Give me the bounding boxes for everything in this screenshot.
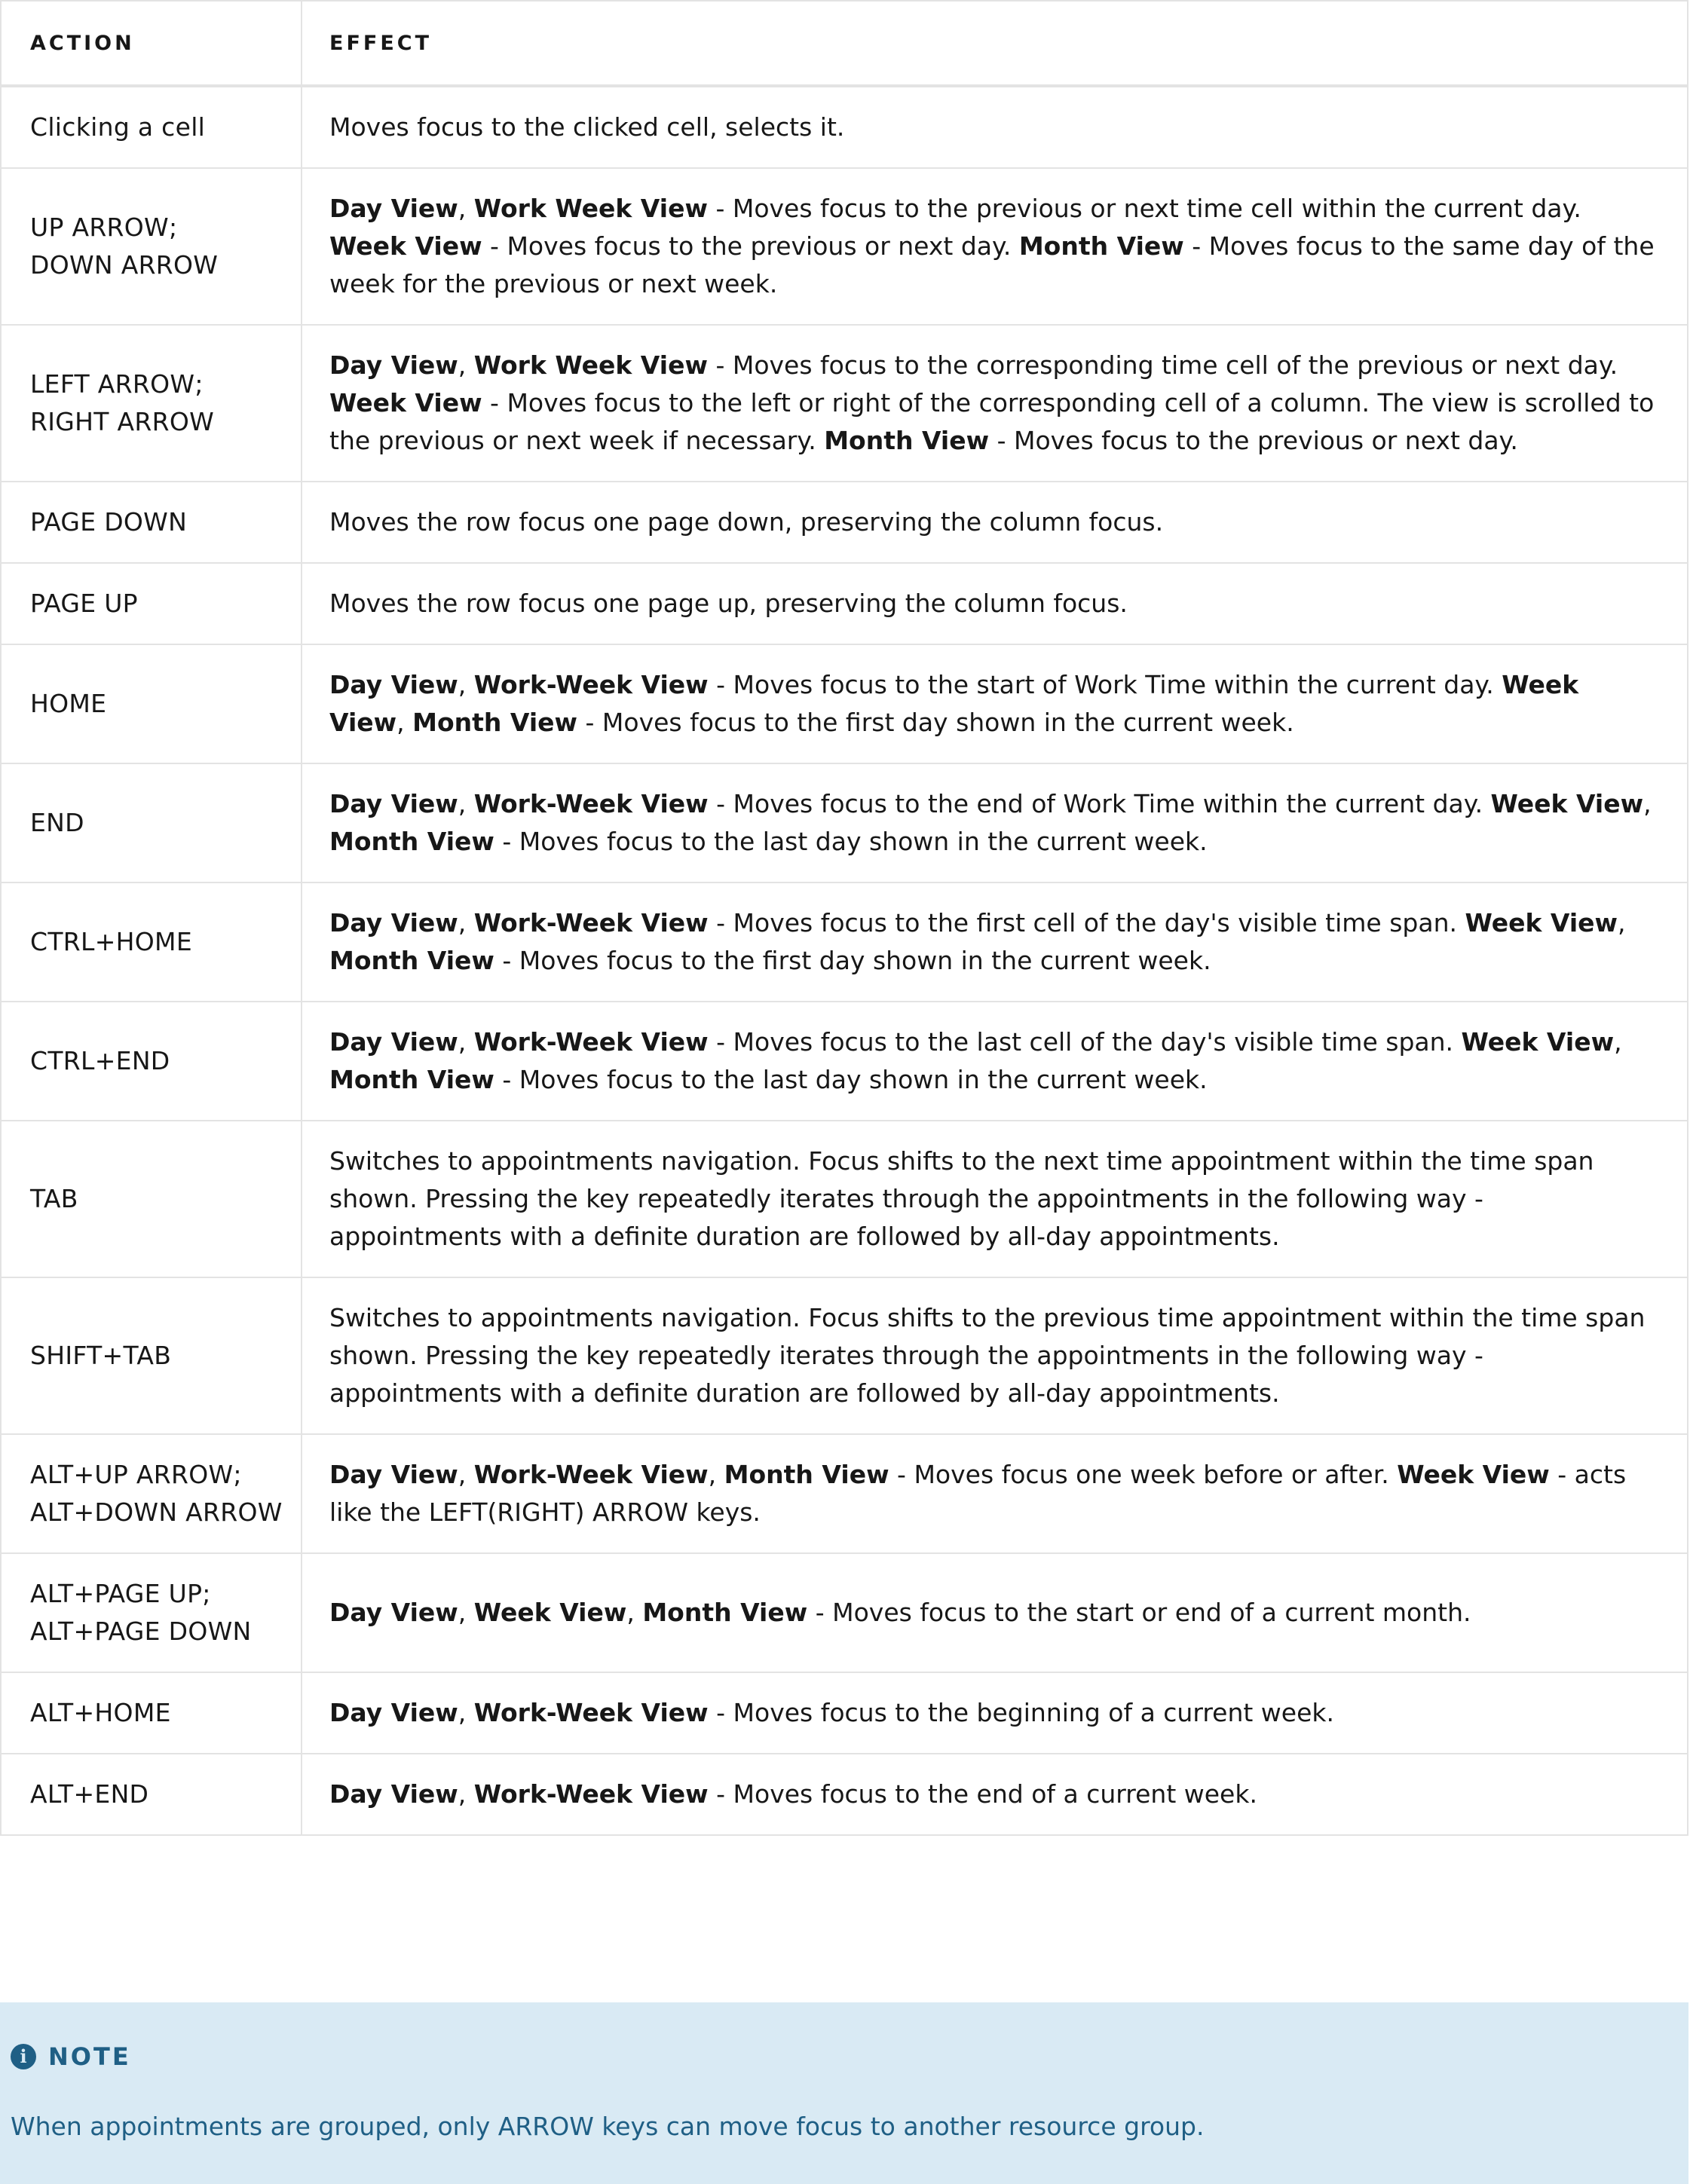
effect-cell (302, 1277, 1687, 1434)
effect-text: , (458, 1779, 474, 1809)
effect-text: - acts like the LEFT(RIGHT) ARROW keys. (329, 1460, 1627, 1527)
action-key-label: HOME (30, 689, 107, 718)
note-heading (11, 2042, 131, 2071)
table-body (2, 86, 1687, 1835)
view-name: Work Week View (473, 350, 708, 380)
view-name: Work-Week View (473, 908, 709, 938)
action-cell (2, 763, 302, 882)
view-name: Month View (824, 426, 990, 455)
action-key-label: ALT+PAGE UP; (30, 1579, 211, 1608)
action-key-label: PAGE DOWN (30, 507, 188, 537)
view-name: Day View (329, 350, 458, 380)
effect-cell (302, 1553, 1687, 1672)
action-column-header: ACTION (2, 2, 302, 86)
view-name: Week View (1465, 908, 1618, 938)
table-row (2, 1754, 1687, 1835)
action-key-label: Clicking a cell (30, 112, 206, 142)
action-key-label: ALT+DOWN ARROW (30, 1497, 283, 1527)
effect-text: - Moves focus to the first day shown in the current week. (494, 946, 1211, 975)
view-name: Day View (329, 1027, 458, 1057)
view-name: Work-Week View (473, 1698, 709, 1727)
effect-text: - Moves focus to the end of Work Time within the current day. (708, 789, 1491, 818)
view-name: Work-Week View (473, 670, 709, 699)
action-key-label: ALT+UP ARROW; (30, 1460, 242, 1489)
effect-text: , (1618, 908, 1626, 938)
effect-text: - Moves focus one week before or after. (889, 1460, 1398, 1489)
action-cell (2, 882, 302, 1002)
action-cell (2, 168, 302, 325)
table-row (2, 1002, 1687, 1121)
effect-text: - Moves focus to the last day shown in the current week. (494, 1065, 1208, 1094)
action-key-label: LEFT ARROW; (30, 369, 204, 399)
effect-text: - Moves focus to the corresponding time cell of the previous or next day. (707, 350, 1618, 380)
effect-text: - Moves focus to the previous or next time cell within the current day. (707, 194, 1581, 223)
view-name: Month View (412, 708, 578, 737)
action-cell (2, 86, 302, 168)
action-cell (2, 482, 302, 563)
effect-text: - Moves focus to the first cell of the day's visible time span. (708, 908, 1465, 938)
effect-text: , (396, 708, 413, 737)
keyboard-shortcuts-table (2, 2, 1687, 1836)
view-name: Month View (329, 1065, 494, 1094)
table-row (2, 482, 1687, 563)
table-row (2, 882, 1687, 1002)
action-key-label: SHIFT+TAB (30, 1341, 172, 1370)
info-circle-icon: i (11, 2044, 36, 2069)
action-key-label: ALT+HOME (30, 1698, 171, 1727)
effect-cell (302, 1434, 1687, 1553)
action-cell (2, 1277, 302, 1434)
effect-text: - Moves focus to the last cell of the day's visible time span. (708, 1027, 1462, 1057)
table-row (2, 1434, 1687, 1553)
effect-text: , (1614, 1027, 1622, 1057)
action-key-label: ALT+PAGE DOWN (30, 1617, 252, 1646)
view-name: Work-Week View (473, 1027, 709, 1057)
table-row (2, 563, 1687, 644)
action-key-label: TAB (30, 1184, 78, 1213)
effect-text: - Moves focus to the same day of the week for the previous or next week. (329, 231, 1655, 298)
table-row (2, 86, 1687, 168)
view-name: Week View (1490, 789, 1644, 818)
effect-text: , (458, 1698, 474, 1727)
effect-text: - Moves focus to the first day shown in the current week. (577, 708, 1294, 737)
effect-text: , (458, 789, 474, 818)
effect-cell (302, 563, 1687, 644)
effect-text: , (458, 1027, 474, 1057)
effect-cell (302, 86, 1687, 168)
effect-text: , (458, 350, 474, 380)
action-cell (2, 325, 302, 482)
effect-text: - Moves focus to the left or right of the corresponding cell of a column. The view is scrolled to the previous or next week if necessary. (329, 388, 1655, 455)
table-row (2, 1121, 1687, 1277)
effect-text: , (458, 194, 474, 223)
view-name: Day View (329, 1460, 458, 1489)
action-key-label: CTRL+HOME (30, 927, 192, 956)
effect-cell (302, 1121, 1687, 1277)
effect-text: - Moves focus to the beginning of a current week. (708, 1698, 1335, 1727)
effect-text: , (458, 670, 474, 699)
effect-cell (302, 168, 1687, 325)
action-cell (2, 1002, 302, 1121)
view-name: Week View (473, 1598, 627, 1627)
effect-text: , (626, 1598, 643, 1627)
view-name: Day View (329, 1779, 458, 1809)
effect-text: - Moves focus to the previous or next day. (989, 426, 1518, 455)
action-cell (2, 644, 302, 763)
view-name: Month View (642, 1598, 808, 1627)
view-name: Week View (329, 670, 1579, 737)
view-name: Month View (329, 946, 494, 975)
effect-text: , (1643, 789, 1652, 818)
view-name: Day View (329, 908, 458, 938)
table-row (2, 168, 1687, 325)
action-cell (2, 1553, 302, 1672)
effect-cell (302, 644, 1687, 763)
action-key-label: RIGHT ARROW (30, 407, 215, 436)
effect-text: - Moves focus to the start of Work Time within the current day. (708, 670, 1502, 699)
table-row (2, 1277, 1687, 1434)
action-key-label: ALT+END (30, 1779, 149, 1809)
effect-text: Switches to appointments navigation. Focus shifts to the previous time appointment within the time span shown. Pressing the key repeatedly iterates through the appointments in the following way - appointments with a definite duration are followed by all-day appointments. (329, 1303, 1646, 1408)
view-name: Week View (329, 388, 482, 418)
view-name: Work-Week View (473, 789, 709, 818)
view-name: Day View (329, 1698, 458, 1727)
view-name: Work-Week View (473, 1779, 709, 1809)
table-row (2, 1553, 1687, 1672)
effect-cell (302, 482, 1687, 563)
action-cell (2, 1672, 302, 1754)
effect-cell (302, 1002, 1687, 1121)
effect-cell (302, 1754, 1687, 1835)
effect-text: - Moves focus to the end of a current week. (708, 1779, 1257, 1809)
note-callout (0, 2002, 1688, 2184)
effect-text: , (458, 1460, 474, 1489)
table-row (2, 325, 1687, 482)
view-name: Day View (329, 194, 458, 223)
effect-cell (302, 882, 1687, 1002)
view-name: Month View (724, 1460, 889, 1489)
effect-text: - Moves focus to the last day shown in the current week. (494, 827, 1208, 856)
action-cell (2, 1754, 302, 1835)
effect-cell (302, 1672, 1687, 1754)
action-key-label: UP ARROW; (30, 213, 178, 242)
view-name: Week View (329, 231, 482, 261)
effect-column-header: EFFECT (302, 2, 1687, 86)
action-key-label: END (30, 808, 84, 837)
view-name: Day View (329, 670, 458, 699)
action-key-label: CTRL+END (30, 1046, 170, 1075)
effect-text: Moves focus to the clicked cell, selects it. (329, 112, 845, 142)
effect-cell (302, 325, 1687, 482)
note-label: NOTE (48, 2042, 131, 2071)
action-key-label: DOWN ARROW (30, 250, 219, 280)
effect-text: , (458, 1598, 474, 1627)
action-key-label: PAGE UP (30, 589, 138, 618)
action-cell (2, 563, 302, 644)
effect-text: Moves the row focus one page down, preserving the column focus. (329, 507, 1164, 537)
effect-cell (302, 763, 1687, 882)
effect-text: Switches to appointments navigation. Focus shifts to the next time appointment within the time span shown. Pressing the key repeatedly iterates through the appointments in the following way - appointments with a definite duration are followed by all-day appointments. (329, 1146, 1594, 1251)
view-name: Day View (329, 789, 458, 818)
view-name: Work Week View (473, 194, 708, 223)
view-name: Month View (1018, 231, 1184, 261)
effect-text: Moves the row focus one page up, preserving the column focus. (329, 589, 1128, 618)
view-name: Work-Week View (473, 1460, 709, 1489)
effect-text: , (458, 908, 474, 938)
effect-text: - Moves focus to the previous or next day. (482, 231, 1019, 261)
view-name: Day View (329, 1598, 458, 1627)
effect-text: - Moves focus to the start or end of a current month. (807, 1598, 1471, 1627)
effect-text: , (708, 1460, 724, 1489)
table-row (2, 644, 1687, 763)
view-name: Week View (1397, 1460, 1550, 1489)
action-cell (2, 1121, 302, 1277)
view-name: Week View (1461, 1027, 1615, 1057)
table-header-row (2, 2, 1687, 86)
table-row (2, 763, 1687, 882)
note-text: When appointments are grouped, only ARROW keys can move focus to another resource group. (11, 2112, 1205, 2141)
action-cell (2, 1434, 302, 1553)
table-row (2, 1672, 1687, 1754)
view-name: Month View (329, 827, 494, 856)
